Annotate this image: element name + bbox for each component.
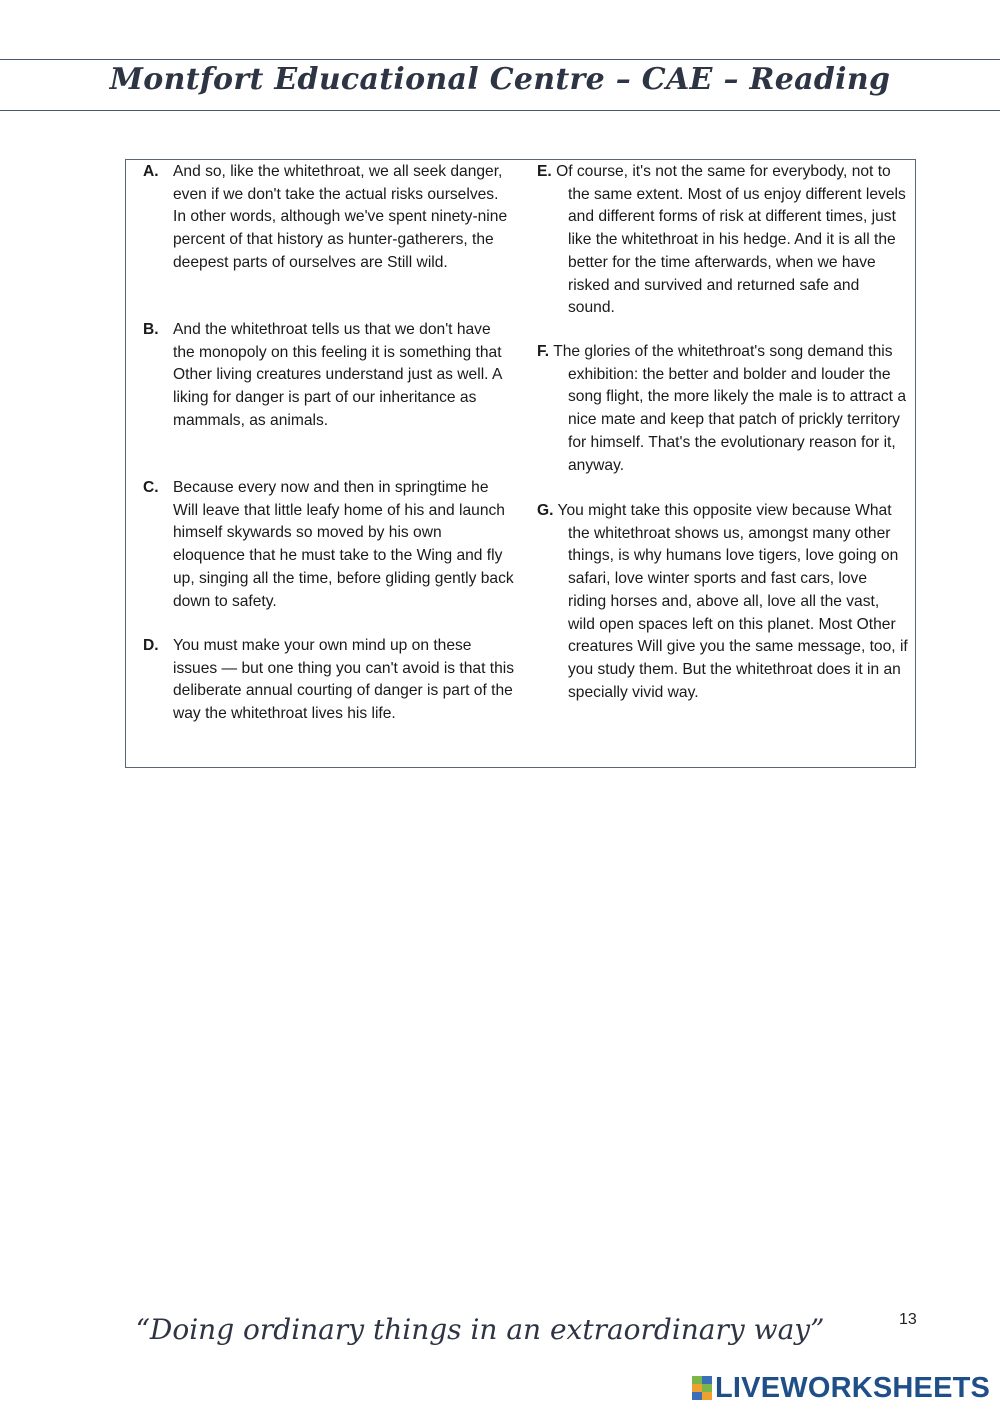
paragraph-text: And so, like the whitethroat, we all seek danger, even if we don't take the actual risks ourselves. In other words, although we've spent ninety-nine percent of that history as hunter-gatherers, the deepest parts of ourselves are Still wild. [173, 163, 508, 271]
paragraph-letter: B. [143, 321, 159, 338]
paragraph-g [537, 500, 909, 704]
paragraph-f [537, 341, 909, 477]
paragraph-c [143, 477, 515, 613]
paragraph-letter: A. [143, 163, 159, 180]
paragraph-b [143, 319, 515, 433]
page-header-title: Montfort Educational Centre – CAE – Reading [109, 62, 891, 97]
liveworksheets-logo-icon [692, 1376, 712, 1400]
paragraph-letter: E. [537, 163, 552, 180]
header-bottom-rule [0, 110, 1000, 111]
paragraph-text: Of course, it's not the same for everybody, not to the same extent. Most of us enjoy different levels and different forms of risk at different times, just like the whitethroat in his hedge. And it is all the better for the time afterwards, when we have risked and survived and returned safe and sound. [556, 163, 906, 317]
paragraphs-box [125, 159, 916, 768]
paragraph-letter: G. [537, 502, 554, 519]
paragraph-e [537, 161, 909, 320]
paragraph-text: And the whitethroat tells us that we don't have the monopoly on this feeling it is something that Other living creatures understand just as well. A liking for danger is part of our inheritance as mammals, as animals. [173, 321, 502, 429]
paragraph-letter: D. [143, 637, 159, 654]
page-number: 13 [899, 1311, 917, 1328]
paragraph-a [143, 161, 515, 275]
header-top-rule [0, 59, 1000, 60]
footer-motto: “Doing ordinary things in an extraordinary way” [135, 1313, 825, 1346]
liveworksheets-brand [692, 1372, 990, 1404]
paragraph-d [143, 635, 515, 726]
paragraph-text: Because every now and then in springtime he Will leave that little leafy home of his and launch himself skywards so moved by his own eloquence that he must take to the Wing and fly up, singing all the time, before gliding gently back down to safety. [173, 479, 514, 610]
paragraph-text: You must make your own mind up on these issues — but one thing you can't avoid is that this deliberate annual courting of danger is part of the way the whitethroat lives his life. [173, 637, 515, 723]
paragraph-text: The glories of the whitethroat's song demand this exhibition: the better and bolder and louder the song flight, the more likely the male is to attract a nice mate and keep that patch of prickly territory for himself. That's the evolutionary reason for it, anyway. [553, 343, 907, 474]
liveworksheets-wordmark: LIVEWORKSHEETS [715, 1371, 991, 1404]
paragraph-letter: C. [143, 479, 159, 496]
paragraph-letter: F. [537, 343, 550, 360]
paragraph-text: You might take this opposite view because What the whitethroat shows us, amongst many other things, is why humans love tigers, love going on safari, love winter sports and fast cars, love riding horses and, above all, love all the vast, wild open spaces left on this planet. Most Other creatures Will give you the same message, too, if you study them. But the whitethroat does it in an specially vivid way. [557, 502, 908, 701]
